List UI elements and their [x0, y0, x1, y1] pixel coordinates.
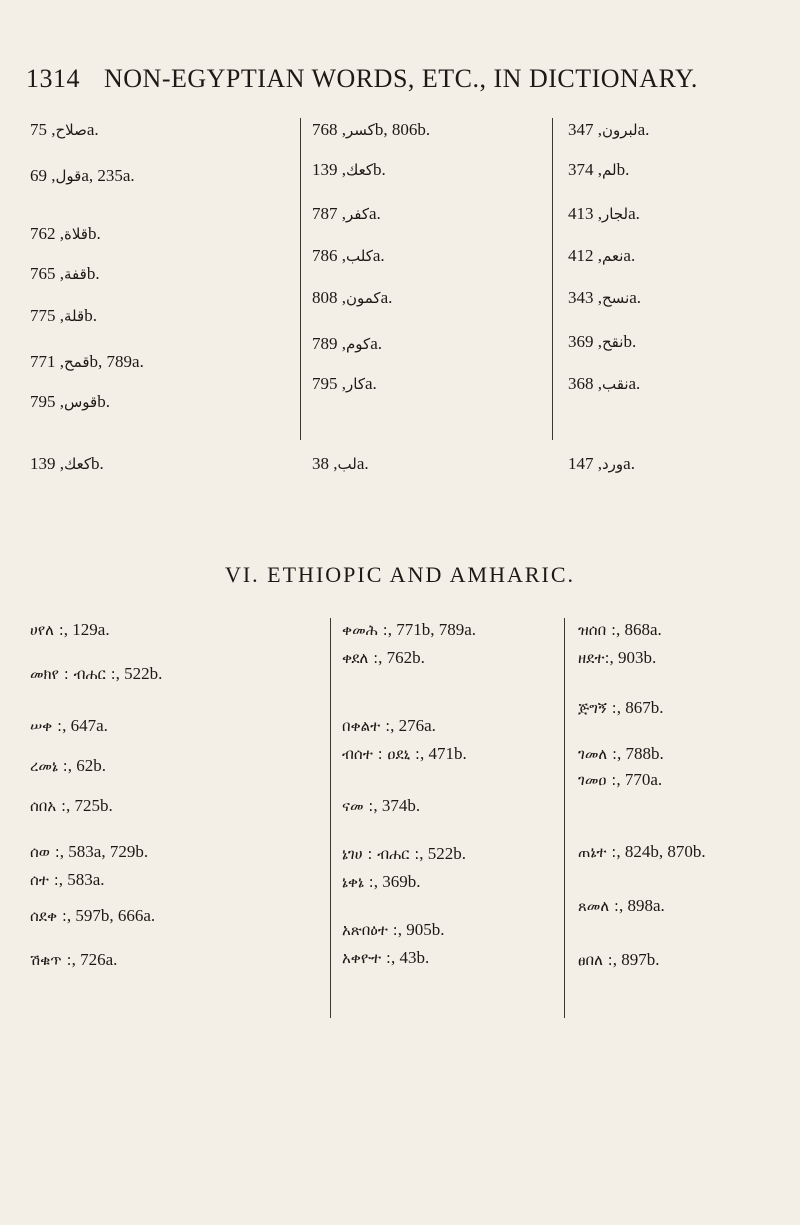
- entry-reference: , 62b.: [67, 756, 106, 775]
- entry-word: ፀበለ :: [578, 951, 613, 969]
- entry-word: አቀዮተ :: [342, 949, 391, 967]
- dictionary-entry: [30, 870, 105, 890]
- entry-word: ሀየለ :: [30, 621, 64, 639]
- entry-reference: , 471b.: [419, 744, 467, 763]
- entry-reference: , 824b, 870b.: [616, 842, 706, 861]
- entry-reference: , 522b.: [115, 664, 163, 683]
- entry-reference: , 795b.: [30, 392, 110, 411]
- entry-reference: , 129a.: [63, 620, 110, 639]
- entry-word: ﻛﺴﺮ: [346, 121, 375, 139]
- dictionary-entry: [568, 454, 635, 474]
- entry-reference: , 583a.: [58, 870, 105, 889]
- entry-reference: , 726a.: [71, 950, 118, 969]
- dictionary-entry: [30, 950, 117, 970]
- entry-word: ﻗﻤﺢ: [64, 353, 90, 371]
- dictionary-entry: [578, 950, 659, 970]
- entry-reference: , 276a.: [390, 716, 436, 735]
- dictionary-entry: [568, 246, 635, 266]
- entry-word: ሽቁጥ :: [30, 951, 72, 969]
- dictionary-entry: [312, 160, 386, 180]
- entry-word: ﻟﺒﺮﻭﻥ: [602, 121, 638, 139]
- entry-reference: , 38a.: [312, 454, 369, 473]
- page-header: [26, 64, 780, 94]
- dictionary-entry: [30, 224, 101, 244]
- entry-word: ﻧﻌﻢ: [602, 247, 624, 265]
- entry-reference: , 369b.: [373, 872, 421, 891]
- entry-word: ሰደቀ :: [30, 907, 67, 925]
- dictionary-entry: [568, 374, 640, 394]
- entry-reference: , 795a.: [312, 374, 377, 393]
- entry-reference: , 867b.: [616, 698, 664, 717]
- entry-reference: , 765b.: [30, 264, 100, 283]
- entry-reference: , 374b.: [568, 160, 630, 179]
- dictionary-entry: [30, 664, 162, 684]
- entry-word: ﻗﻼﺓ: [64, 225, 88, 243]
- dictionary-entry: [568, 120, 649, 140]
- dictionary-entry: [342, 620, 476, 640]
- entry-word: ኔቀኔ :: [342, 873, 374, 891]
- column-divider: [552, 118, 553, 440]
- entry-word: ኔገሀ : ብሐር :: [342, 845, 420, 863]
- entry-reference: , 775b.: [30, 306, 97, 325]
- entry-word: ﻧﺴﺢ: [602, 289, 630, 307]
- entry-word: ዝሰበ :: [578, 621, 616, 639]
- entry-word: ናመ :: [342, 797, 374, 815]
- entry-word: ሠቀ :: [30, 717, 63, 735]
- column-divider: [330, 618, 331, 1018]
- entry-word: ﻟﻢ: [602, 161, 617, 179]
- entry-reference: , 808a.: [312, 288, 393, 307]
- entry-word: ቀመሕ :: [342, 621, 388, 639]
- entry-word: ጠኔተ :: [578, 843, 617, 861]
- dictionary-entry: [30, 842, 148, 862]
- entry-reference: , 903b.: [609, 648, 657, 667]
- entry-word: ﻛﻔﺮ: [346, 205, 370, 223]
- dictionary-entry: [30, 166, 135, 186]
- dictionary-entry: [312, 454, 369, 474]
- entry-word: ሰወ :: [30, 843, 60, 861]
- page-title: NON-EGYPTIAN WORDS, ETC., IN DICTIONARY.: [104, 64, 698, 93]
- dictionary-entry: [578, 770, 662, 790]
- entry-reference: , 868a.: [616, 620, 662, 639]
- dictionary-entry: [30, 392, 110, 412]
- dictionary-entry: [342, 920, 445, 940]
- entry-reference: , 369b.: [568, 332, 637, 351]
- entry-word: ጸመለ :: [578, 897, 619, 915]
- entry-reference: , 413a.: [568, 204, 640, 223]
- entry-word: ገመለ :: [578, 745, 618, 763]
- entry-word: ﻧﻘﺢ: [602, 333, 624, 351]
- entry-reference: , 788b.: [617, 744, 664, 763]
- entry-word: ቀደለ :: [342, 649, 379, 667]
- dictionary-entry: [30, 454, 104, 474]
- dictionary-entry: [342, 844, 466, 864]
- entry-word: አጽበዕተ :: [342, 921, 398, 939]
- entry-reference: , 69a, 235a.: [30, 166, 135, 185]
- entry-word: ﻛﻮﻡ: [346, 335, 371, 353]
- entry-word: ﻗﻮﻝ: [55, 167, 82, 185]
- entry-word: ﺻﻼﺡ: [55, 121, 87, 139]
- entry-word: ﻧﻘﺐ: [602, 375, 629, 393]
- entry-word: ሰበአ :: [30, 797, 67, 815]
- entry-word: ዘደተ:: [578, 649, 610, 667]
- entry-word: ﻟﺠﺎﺭ: [602, 205, 629, 223]
- entry-reference: , 139b.: [312, 160, 386, 179]
- entry-word: ጅግኝ :: [578, 699, 617, 717]
- entry-reference: , 522b.: [419, 844, 467, 863]
- entry-reference: , 897b.: [612, 950, 660, 969]
- dictionary-entry: [578, 896, 665, 916]
- dictionary-entry: [30, 306, 97, 326]
- entry-word: መክየ : ብሐር :: [30, 665, 116, 683]
- dictionary-entry: [342, 716, 436, 736]
- entry-reference: , 43b.: [390, 948, 430, 967]
- entry-word: ገመዐ :: [578, 771, 617, 789]
- entry-word: ﻭﺭﺩ: [602, 455, 624, 473]
- entry-reference: , 768b, 806b.: [312, 120, 431, 139]
- entry-word: ﻛﻌﻚ: [346, 161, 374, 179]
- entry-reference: , 905b.: [397, 920, 445, 939]
- entry-word: ሰተ :: [30, 871, 59, 889]
- entry-reference: , 139b.: [30, 454, 104, 473]
- dictionary-entry: [342, 796, 420, 816]
- entry-reference: , 725b.: [66, 796, 113, 815]
- entry-reference: , 343a.: [568, 288, 642, 307]
- dictionary-entry: [568, 332, 636, 352]
- entry-reference: , 368a.: [568, 374, 641, 393]
- page-number: 1314: [26, 64, 80, 93]
- dictionary-entry: [342, 648, 425, 668]
- dictionary-entry: [312, 374, 377, 394]
- entry-reference: , 374b.: [373, 796, 421, 815]
- entry-reference: , 147a.: [568, 454, 635, 473]
- entry-reference: , 771b, 789a.: [387, 620, 477, 639]
- entry-reference: , 898a.: [618, 896, 665, 915]
- entry-reference: , 786a.: [312, 246, 385, 265]
- entry-word: ﻗﻔﺔ: [64, 265, 87, 283]
- entry-reference: , 597b, 666a.: [66, 906, 156, 925]
- dictionary-entry: [30, 906, 155, 926]
- entry-reference: , 789a.: [312, 334, 382, 353]
- section-title: VI. ETHIOPIC AND AMHARIC.: [224, 562, 576, 587]
- entry-reference: , 787a.: [312, 204, 381, 223]
- dictionary-entry: [578, 744, 664, 764]
- entry-reference: , 647a.: [62, 716, 108, 735]
- entry-reference: , 347a.: [568, 120, 650, 139]
- entry-reference: , 762b.: [30, 224, 101, 243]
- column-divider: [300, 118, 301, 440]
- dictionary-entry: [578, 620, 662, 640]
- dictionary-entry: [568, 204, 640, 224]
- dictionary-entry: [312, 334, 382, 354]
- dictionary-entry: [578, 842, 706, 862]
- dictionary-entry: [30, 264, 100, 284]
- entry-word: ﻛﺎﺭ: [346, 375, 365, 393]
- column-divider: [564, 618, 565, 1018]
- dictionary-entry: [342, 872, 421, 892]
- dictionary-entry: [30, 756, 106, 776]
- dictionary-entry: [568, 288, 641, 308]
- entry-word: ረመኔ :: [30, 757, 68, 775]
- entry-word: ብሰተ : ዐደኒ :: [342, 745, 420, 763]
- dictionary-entry: [342, 948, 429, 968]
- dictionary-entry: [30, 620, 110, 640]
- entry-word: ﻛﻌﻚ: [64, 455, 92, 473]
- entry-reference: , 770a.: [616, 770, 663, 789]
- entry-reference: , 412a.: [568, 246, 636, 265]
- dictionary-entry: [568, 160, 629, 180]
- entry-word: ﻛﻠﺐ: [346, 247, 373, 265]
- entry-word: ﻛﻤﻮﻥ: [346, 289, 381, 307]
- entry-reference: , 583a, 729b.: [59, 842, 149, 861]
- dictionary-entry: [578, 648, 656, 668]
- dictionary-entry: [30, 352, 144, 372]
- dictionary-entry: [30, 716, 108, 736]
- entry-word: ﻗﻠﺔ: [64, 307, 85, 325]
- entry-reference: , 771b, 789a.: [30, 352, 144, 371]
- entry-word: ﻟﺐ: [337, 455, 357, 473]
- entry-reference: , 75a.: [30, 120, 99, 139]
- dictionary-entry: [30, 120, 99, 140]
- dictionary-entry: [312, 246, 385, 266]
- entry-word: በቀልተ :: [342, 717, 391, 735]
- dictionary-entry: [30, 796, 113, 816]
- entry-reference: , 762b.: [378, 648, 425, 667]
- dictionary-entry: [578, 698, 663, 718]
- entry-word: ﻗﻮﺱ: [64, 393, 98, 411]
- dictionary-entry: [312, 204, 381, 224]
- dictionary-entry: [312, 288, 392, 308]
- dictionary-entry: [342, 744, 467, 764]
- dictionary-entry: [312, 120, 430, 140]
